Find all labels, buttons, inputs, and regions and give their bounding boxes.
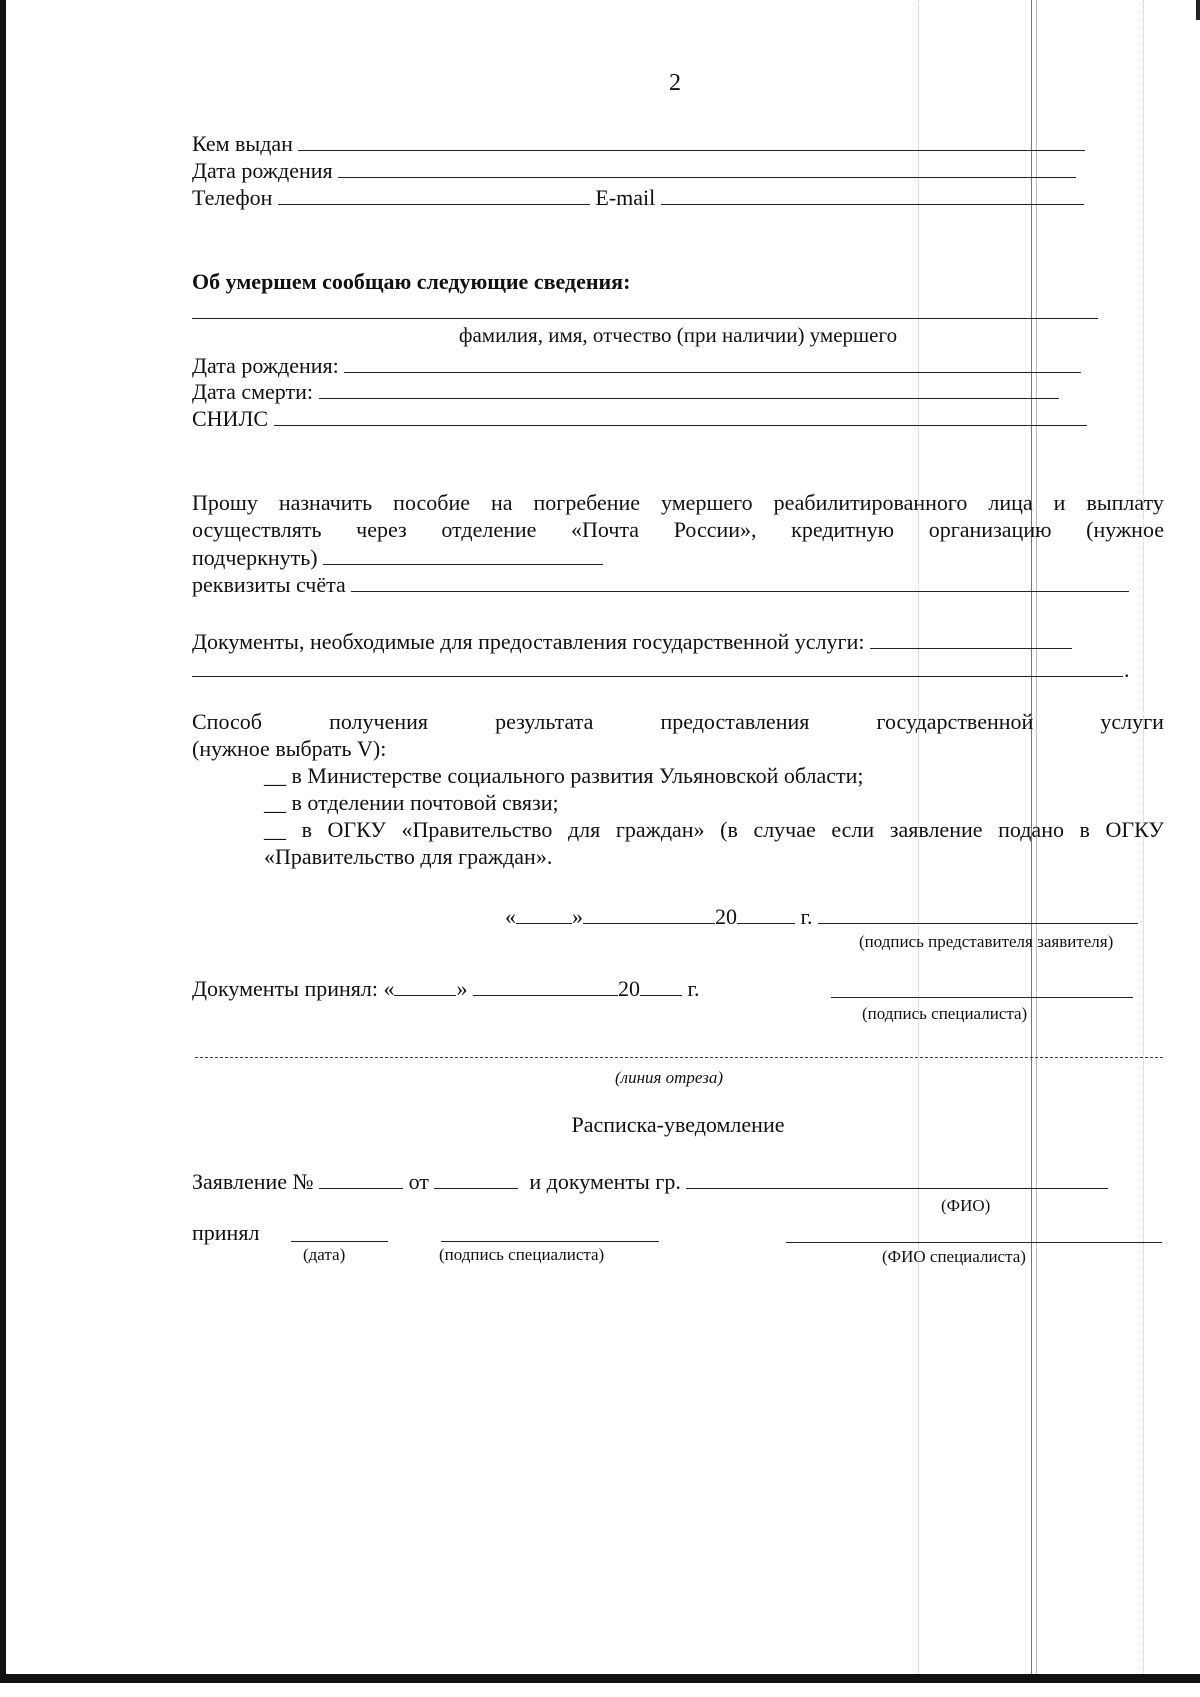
deceased-death-row bbox=[192, 378, 1059, 405]
method-line-2: (нужное выбрать V): bbox=[192, 736, 387, 761]
applicant-signature-field[interactable] bbox=[818, 903, 1138, 924]
word: и bbox=[1053, 490, 1066, 515]
word: ОГКУ bbox=[1105, 817, 1164, 842]
word: пособие bbox=[393, 490, 470, 515]
deceased-death-label: Дата смерти: bbox=[192, 379, 314, 404]
email-label: E-mail bbox=[595, 185, 656, 210]
date-caption: (дата) bbox=[303, 1245, 346, 1264]
page-border-bottom bbox=[0, 1674, 1200, 1683]
birth-date-row bbox=[192, 157, 1076, 184]
word: заявление bbox=[889, 817, 983, 842]
page-border-left bbox=[0, 0, 6, 1680]
page-border-corner bbox=[1196, 0, 1200, 20]
deceased-name-caption: фамилия, имя, отчество (при наличии) умершего bbox=[458, 323, 898, 347]
word: получения bbox=[329, 709, 429, 734]
word: погребение bbox=[533, 490, 641, 515]
word: государственной bbox=[876, 709, 1034, 734]
applicant-date-row bbox=[505, 903, 1138, 930]
word: для bbox=[567, 817, 601, 842]
applicant-signature-caption: (подпись представителя заявителя) bbox=[859, 932, 1114, 951]
issued-by-label: Кем выдан bbox=[192, 131, 293, 156]
documents-end-mark: . bbox=[1124, 657, 1130, 682]
account-row bbox=[192, 571, 1129, 598]
word: кредитную bbox=[791, 517, 895, 542]
issued-by-field[interactable] bbox=[298, 130, 1085, 151]
word: организацию bbox=[928, 517, 1052, 542]
snils-row bbox=[192, 405, 1087, 432]
word: граждан» bbox=[615, 817, 705, 842]
statement-label: Заявление № bbox=[192, 1169, 314, 1194]
request-line-3 bbox=[192, 544, 603, 571]
year-suffix: г. bbox=[800, 904, 813, 929]
deceased-birth-row bbox=[192, 352, 1081, 379]
word: (нужное bbox=[1086, 517, 1164, 542]
method-line-1 bbox=[192, 709, 1164, 735]
word: услуги bbox=[1100, 709, 1164, 734]
close-quote: » bbox=[572, 904, 583, 929]
word: на bbox=[490, 490, 513, 515]
birth-date-label: Дата рождения bbox=[192, 158, 333, 183]
word: __ bbox=[264, 817, 286, 842]
word: ОГКУ bbox=[327, 817, 386, 842]
word: Прошу bbox=[192, 490, 258, 515]
word: если bbox=[831, 817, 875, 842]
cut-line-caption: (линия отреза) bbox=[615, 1068, 724, 1087]
accepted-label: Документы принял: « bbox=[192, 976, 395, 1001]
accepted-close-quote: » bbox=[456, 976, 468, 1001]
cut-line bbox=[195, 1057, 1163, 1058]
phone-field[interactable] bbox=[278, 184, 590, 205]
request-line-2 bbox=[192, 517, 1164, 543]
account-field[interactable] bbox=[351, 571, 1129, 592]
word: результата bbox=[495, 709, 594, 734]
specialist-signature-field[interactable] bbox=[831, 997, 1133, 998]
word: предоставления bbox=[660, 709, 810, 734]
deceased-birth-field[interactable] bbox=[344, 352, 1081, 373]
citizen-fio-field[interactable] bbox=[686, 1168, 1108, 1189]
method-option-ogku[interactable] bbox=[264, 817, 1164, 843]
word: лица bbox=[988, 490, 1033, 515]
word: в bbox=[1079, 817, 1090, 842]
word: умершего bbox=[661, 490, 753, 515]
docs-label: и документы гр. bbox=[529, 1169, 681, 1194]
documents-field[interactable] bbox=[870, 628, 1072, 649]
year-field[interactable] bbox=[737, 903, 795, 924]
year-prefix: 20 bbox=[715, 904, 737, 929]
statement-date-field[interactable] bbox=[434, 1168, 518, 1189]
accepted-month-field[interactable] bbox=[473, 975, 618, 996]
from-label: от bbox=[408, 1169, 429, 1194]
method-option-ministry[interactable]: __ в Министерстве социального развития Ульяновской области; bbox=[264, 763, 864, 788]
word: «Правительство bbox=[401, 817, 553, 842]
word: (в bbox=[720, 817, 738, 842]
word: реабилитированного bbox=[773, 490, 968, 515]
snils-field[interactable] bbox=[274, 405, 1087, 426]
birth-date-field[interactable] bbox=[338, 157, 1076, 178]
statement-number-field[interactable] bbox=[319, 1168, 403, 1189]
receipt-specialist-fio-field[interactable] bbox=[786, 1242, 1162, 1243]
account-label: реквизиты счёта bbox=[192, 572, 346, 597]
word: через bbox=[356, 517, 407, 542]
receipt-date-field[interactable] bbox=[291, 1241, 388, 1242]
word: осуществлять bbox=[192, 517, 322, 542]
documents-row bbox=[192, 628, 1072, 655]
phone-label: Телефон bbox=[192, 185, 273, 210]
payment-method-field[interactable] bbox=[323, 544, 603, 565]
snils-label: СНИЛС bbox=[192, 406, 269, 431]
method-option-post[interactable]: __ в отделении почтовой связи; bbox=[264, 790, 559, 815]
email-field[interactable] bbox=[661, 184, 1084, 205]
receipt-statement-row bbox=[192, 1168, 1108, 1195]
deceased-death-field[interactable] bbox=[319, 378, 1059, 399]
accepted-year-field[interactable] bbox=[640, 975, 682, 996]
specialist-signature-caption: (подпись специалиста) bbox=[862, 1004, 1028, 1023]
word: России», bbox=[673, 517, 757, 542]
word: отделение bbox=[441, 517, 537, 542]
accepted-year-prefix: 20 bbox=[617, 976, 640, 1001]
accepted-year-suffix: г. bbox=[687, 976, 700, 1001]
issued-by-row bbox=[192, 130, 1085, 157]
method-option-ogku-cont: «Правительство для граждан». bbox=[264, 844, 553, 869]
deceased-birth-label: Дата рождения: bbox=[192, 353, 339, 378]
receipt-signature-field[interactable] bbox=[441, 1241, 659, 1242]
open-quote: « bbox=[505, 904, 516, 929]
fio-caption: (ФИО) bbox=[941, 1196, 991, 1215]
deceased-heading: Об умершем сообщаю следующие сведения: bbox=[192, 269, 631, 294]
word: случае bbox=[753, 817, 816, 842]
phone-email-row bbox=[192, 184, 1084, 211]
documents-field-2[interactable] bbox=[192, 676, 1123, 677]
word: в bbox=[301, 817, 312, 842]
word: назначить bbox=[278, 490, 373, 515]
receipt-title: Расписка-уведомление bbox=[571, 1112, 785, 1137]
accepted-row bbox=[192, 975, 700, 1002]
page-number: 2 bbox=[669, 70, 681, 96]
accepted-by-label: принял bbox=[192, 1220, 260, 1245]
request-line-1 bbox=[192, 490, 1164, 516]
deceased-name-field[interactable] bbox=[192, 318, 1098, 319]
word: «Почта bbox=[571, 517, 640, 542]
specialist-fio-caption: (ФИО специалиста) bbox=[882, 1247, 1026, 1266]
accepted-day-field[interactable] bbox=[394, 975, 456, 996]
day-field[interactable] bbox=[516, 903, 572, 924]
word: Способ bbox=[192, 709, 262, 734]
month-field[interactable] bbox=[583, 903, 715, 924]
word: подано bbox=[998, 817, 1064, 842]
request-underline-label: подчеркнуть) bbox=[192, 545, 318, 570]
word: выплату bbox=[1086, 490, 1164, 515]
signature-caption: (подпись специалиста) bbox=[439, 1245, 605, 1264]
documents-label: Документы, необходимые для предоставления государственной услуги: bbox=[192, 629, 865, 654]
